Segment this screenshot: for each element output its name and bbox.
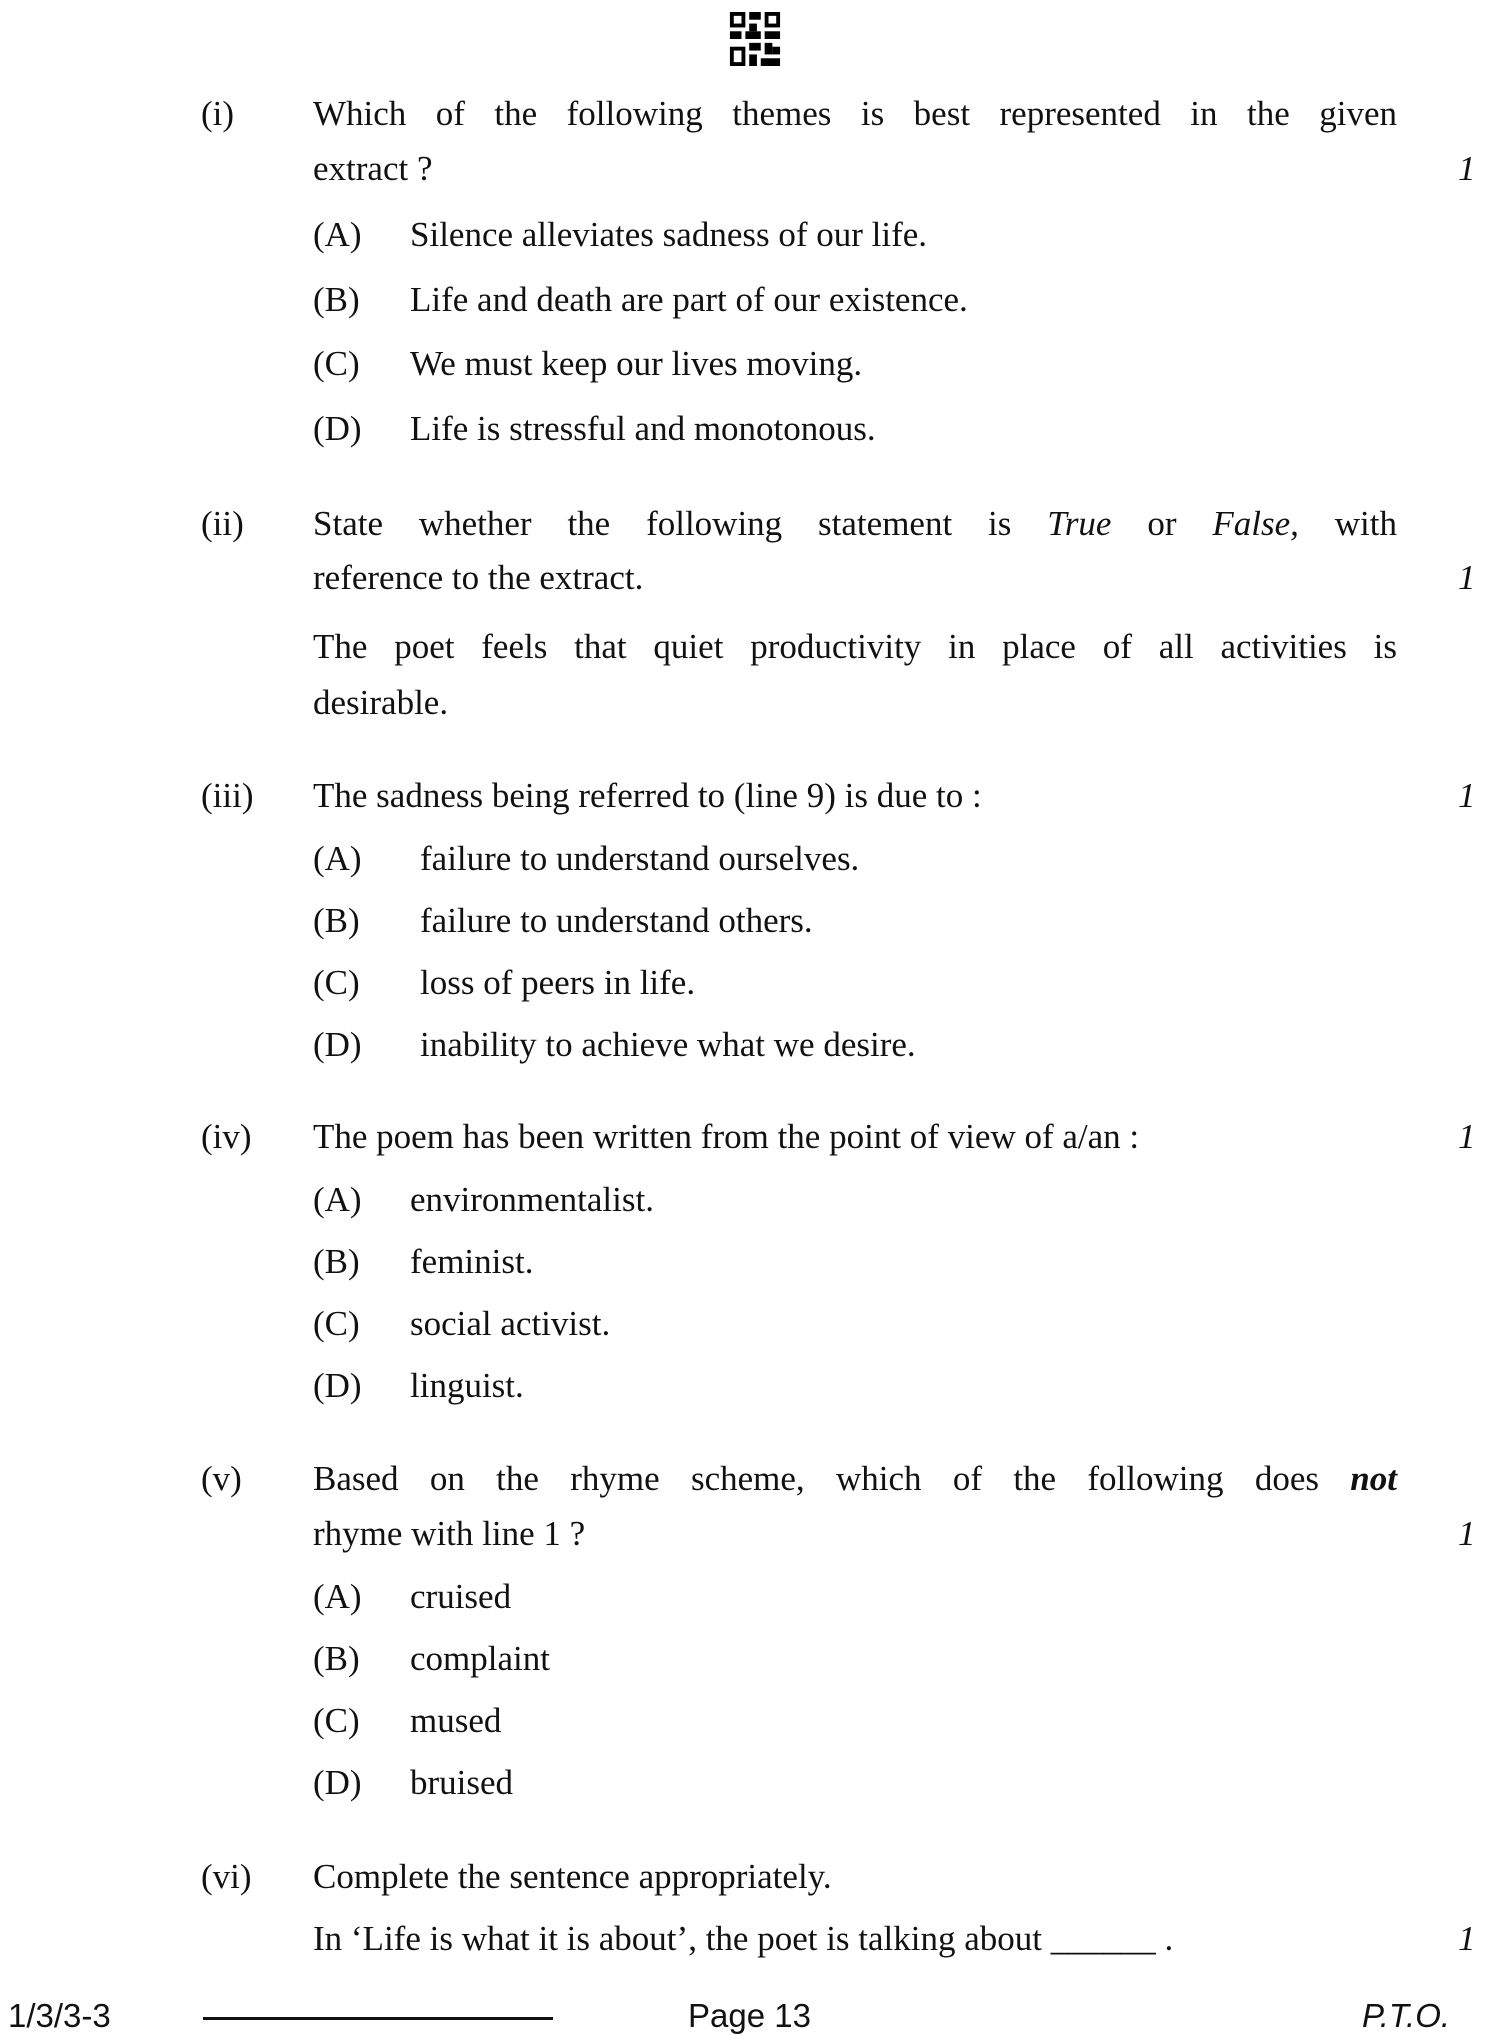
option-text: cruised [410,1577,512,1616]
statement-text: The poet feels that quiet productivity in place of all activities is [313,627,1397,666]
question-number: (iii) [201,776,254,815]
statement-text: desirable. [313,683,449,722]
option-text: failure to understand ourselves. [420,839,860,878]
question-text: In ‘Life is what it is about’, the poet is talking about ______ . [313,1919,1174,1958]
option-label: (A) [313,1577,362,1616]
marks: 1 [1458,149,1476,188]
marks: 1 [1458,776,1476,815]
option-label: (A) [313,839,362,878]
option-text: failure to understand others. [420,901,813,940]
option-label: (B) [313,901,360,940]
option-text: social activist. [410,1304,611,1343]
question-text-part: with [1334,504,1398,543]
option-text: Life and death are part of our existence. [410,280,968,319]
option-label: (D) [313,1366,362,1405]
marks: 1 [1458,558,1476,597]
question-number: (ii) [201,504,244,543]
pto-label: P.T.O. [1362,1997,1451,2034]
page-number: Page 13 [688,1997,811,2034]
question-text [313,502,1397,546]
question-text-part: or [1147,504,1177,543]
option-label: (D) [313,1763,362,1802]
option-text: We must keep our lives moving. [410,344,863,383]
question-text [313,1457,1397,1501]
option-label: (B) [313,1639,360,1678]
question-text: rhyme with line 1 ? [313,1514,586,1553]
marks: 1 [1458,1514,1476,1553]
not-word: not [1350,1459,1397,1498]
question-text: reference to the extract. [313,558,644,597]
option-text: linguist. [410,1366,524,1405]
question-text-part: Based on the rhyme scheme, which of the following does [313,1459,1319,1498]
question-text: The poem has been written from the point of view of a/an : [313,1117,1140,1156]
option-label: (C) [313,1701,360,1740]
question-text: Which of the following themes is best represented in the given [313,94,1397,133]
option-text: loss of peers in life. [420,963,696,1002]
true-word: True [1047,504,1112,543]
question-text: Complete the sentence appropriately. [313,1857,832,1896]
option-label: (B) [313,1242,360,1281]
marks: 1 [1458,1117,1476,1156]
question-number: (v) [201,1459,242,1498]
option-label: (C) [313,1304,360,1343]
option-label: (C) [313,963,360,1002]
option-text: feminist. [410,1242,534,1281]
question-number: (vi) [201,1857,252,1896]
false-word: False, [1212,504,1299,543]
paper-code: 1/3/3-3 [8,1997,111,2034]
option-text: bruised [410,1763,514,1802]
option-label: (D) [313,409,362,448]
footer-rule [203,2017,553,2020]
option-label: (D) [313,1025,362,1064]
option-text: complaint [410,1639,550,1678]
marks: 1 [1458,1919,1476,1958]
option-label: (B) [313,280,360,319]
question-number: (iv) [201,1117,252,1156]
option-text: inability to achieve what we desire. [420,1025,916,1064]
option-text: Silence alleviates sadness of our life. [410,215,928,254]
question-text: extract ? [313,149,433,188]
qr-code-icon [729,12,781,66]
option-text: Life is stressful and monotonous. [410,409,876,448]
question-text-part: State whether the following statement is [313,504,1012,543]
option-label: (A) [313,215,362,254]
option-label: (C) [313,344,360,383]
option-text: mused [410,1701,502,1740]
option-label: (A) [313,1180,362,1219]
question-number: (i) [201,94,235,133]
option-text: environmentalist. [410,1180,654,1219]
question-text: The sadness being referred to (line 9) is due to : [313,776,982,815]
